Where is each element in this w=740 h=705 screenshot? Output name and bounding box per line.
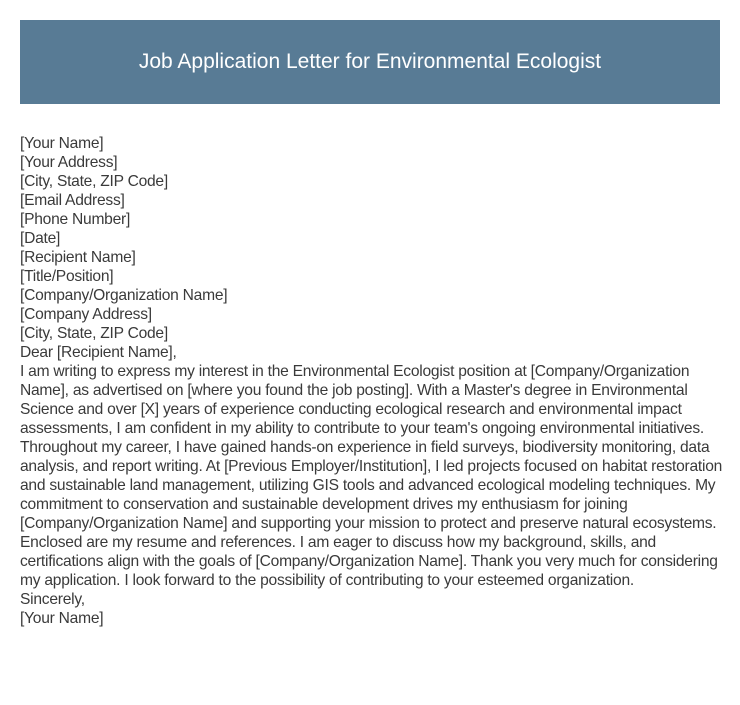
- signature: [Your Name]: [20, 610, 104, 627]
- recipient-title: [Title/Position]: [20, 268, 114, 285]
- sender-city-state-zip: [City, State, ZIP Code]: [20, 173, 168, 190]
- page-title: Job Application Letter for Environmental Ecologist: [138, 50, 602, 73]
- sender-phone: [Phone Number]: [20, 211, 131, 228]
- body-paragraph-experience: Throughout my career, I have gained hands-on experience in field surveys, biodiversity monitoring, data analysis, and report writing. At [Previous Employer/Institution], I led projects focused on habitat restoration and sustainable land management, utilizing GIS tools and advanced ecological modeling techniques. My commitment to conservation and sustainable development drives my enthusiasm for joining [Company/Organization Name] and supporting your mission to protect and preserve natural ecosystems.: [20, 439, 723, 532]
- sender-name: [Your Name]: [20, 135, 104, 152]
- body-paragraph-intro: I am writing to express my interest in the Environmental Ecologist position at [Company/Organization Name], as advertised on [where you found the job posting]. With a Master's degree in Environmental Science and over [X] years of experience conducting ecological research and environmental impact assessments, I am confident in my ability to contribute to your team's ongoing environmental initiatives.: [20, 363, 704, 437]
- closing: Sincerely,: [20, 591, 85, 608]
- recipient-address: [Company Address]: [20, 306, 152, 323]
- sender-address: [Your Address]: [20, 154, 118, 171]
- recipient-name: [Recipient Name]: [20, 249, 136, 266]
- letter-title-banner: [20, 20, 720, 104]
- letter-body: [20, 134, 725, 628]
- body-paragraph-closing: Enclosed are my resume and references. I am eager to discuss how my background, skills, and certifications align with the goals of [Company/Organization Name]. Thank you very much for considering my application. I look forward to the possibility of contributing to your esteemed organization.: [20, 534, 718, 589]
- recipient-company: [Company/Organization Name]: [20, 287, 228, 304]
- salutation: Dear [Recipient Name],: [20, 344, 177, 361]
- letter-date: [Date]: [20, 230, 61, 247]
- recipient-city-state-zip: [City, State, ZIP Code]: [20, 325, 168, 342]
- sender-email: [Email Address]: [20, 192, 125, 209]
